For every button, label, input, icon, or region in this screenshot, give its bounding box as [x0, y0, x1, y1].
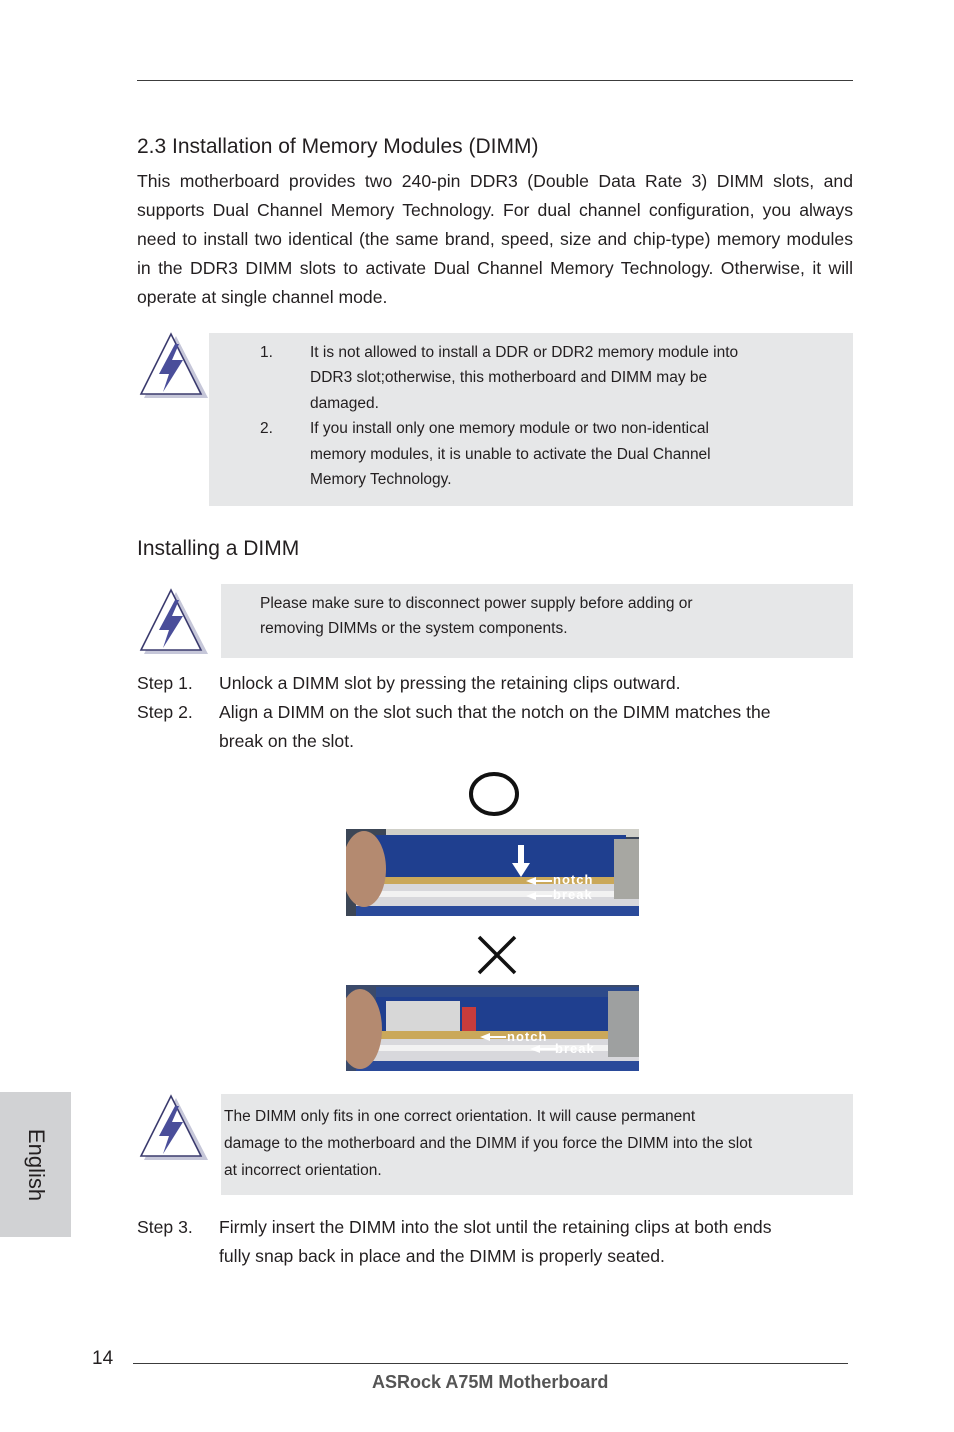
- caution-item-text: [310, 416, 711, 492]
- caution-item-number: 1.: [260, 344, 273, 361]
- caution-line: Please make sure to disconnect power supply before adding or: [260, 595, 693, 612]
- step-label: Step 2.: [137, 702, 193, 722]
- caution-line: Memory Technology.: [310, 471, 452, 489]
- page-number: 14: [92, 1348, 114, 1369]
- wrong-dimm-photo: [346, 985, 639, 1071]
- subsection-title: Installing a DIMM: [137, 537, 300, 560]
- caution-line: memory modules, it is unable to activate the Dual Channel: [310, 445, 711, 463]
- language-tab: [0, 1092, 71, 1237]
- caution-text: [260, 591, 693, 642]
- caution-item-number: 2.: [260, 420, 273, 438]
- language-tab-label: English: [23, 1128, 49, 1201]
- footer-product: ASRock A75M Motherboard: [372, 1372, 609, 1392]
- caution-line: If you install only one memory module or two non-identical: [310, 420, 709, 438]
- wrong-x-icon: [476, 934, 518, 976]
- caution-text: [224, 1103, 752, 1184]
- warning-icon: [137, 1092, 209, 1162]
- step-text: Unlock a DIMM slot by pressing the retaining clips outward.: [219, 673, 681, 693]
- section-title: 2.3 Installation of Memory Modules (DIMM): [137, 135, 539, 158]
- header-rule: [137, 80, 853, 81]
- step-2: [137, 698, 853, 756]
- warning-icon: [137, 586, 209, 656]
- caution-list: [260, 340, 820, 492]
- break-label: break: [553, 887, 593, 902]
- caution-line: removing DIMMs or the system components.: [260, 620, 568, 638]
- step-3: [137, 1213, 853, 1271]
- caution-line: damage to the motherboard and the DIMM if you force the DIMM into the slot: [224, 1135, 753, 1152]
- caution-line: at incorrect orientation.: [224, 1162, 382, 1179]
- step-text: break on the slot.: [219, 731, 354, 751]
- caution-box-2: [221, 584, 853, 658]
- caution-line: The DIMM only fits in one correct orientation. It will cause permanent: [224, 1108, 696, 1125]
- step-1: [137, 669, 853, 698]
- correct-circle-icon: [468, 770, 522, 818]
- caution-line: It is not allowed to install a DDR or DDR2 memory module into: [310, 344, 739, 361]
- footer-rule: [133, 1363, 848, 1364]
- step-label: Step 1.: [137, 673, 193, 693]
- break-label: break: [555, 1041, 595, 1056]
- intro-paragraph: This motherboard provides two 240-pin DDR3 (Double Data Rate 3) DIMM slots, and supports Dual Channel Memory Technology. For dual channel configuration, you always need to install two identical (the same brand, speed, size and chip-type) memory modules in the DDR3 DIMM slots to activate Dual Channel Memory Technology. Otherwise, it will operate at single channel mode.: [137, 171, 853, 307]
- caution-item: [260, 416, 820, 492]
- warning-icon: [137, 330, 209, 400]
- step-text: Firmly insert the DIMM into the slot until the retaining clips at both ends: [219, 1217, 772, 1237]
- notch-label: notch: [507, 1029, 548, 1044]
- caution-item-text: [310, 340, 738, 416]
- caution-item: [260, 340, 820, 416]
- step-text: fully snap back in place and the DIMM is properly seated.: [219, 1246, 665, 1266]
- correct-dimm-photo: [346, 829, 639, 916]
- caution-box-3: [221, 1094, 853, 1195]
- caution-box-1: [209, 333, 853, 506]
- notch-label: notch: [553, 872, 594, 887]
- caution-line: damaged.: [310, 394, 379, 412]
- step-label: Step 3.: [137, 1217, 193, 1237]
- steps-list: [137, 669, 853, 756]
- caution-line: DDR3 slot;otherwise, this motherboard and DIMM may be: [310, 369, 708, 387]
- step-text: Align a DIMM on the slot such that the notch on the DIMM matches the: [219, 702, 771, 722]
